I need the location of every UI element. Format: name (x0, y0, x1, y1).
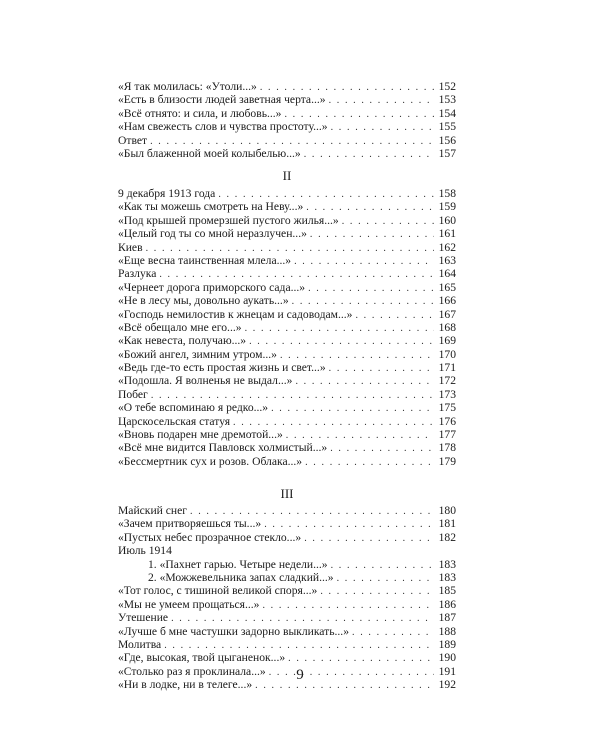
toc-entry-title: Царскосельская статуя (118, 414, 231, 428)
toc-entry-page: 185 (438, 584, 456, 598)
toc-entry (118, 281, 456, 294)
dot-leader (218, 188, 434, 201)
toc-entry (118, 401, 456, 414)
dot-leader (271, 402, 434, 415)
toc-entry-page: 160 (438, 213, 456, 227)
dot-leader (286, 429, 434, 442)
toc-entry-page: 187 (438, 611, 456, 625)
dot-leader (284, 108, 434, 121)
toc-entry-page: 177 (438, 428, 456, 442)
toc-entry (118, 455, 456, 468)
toc-entry-page: 190 (438, 651, 456, 665)
toc-entry (118, 294, 456, 307)
toc-entry-page: 192 (438, 678, 456, 692)
toc-entry-title: 2. «Можжевельника запах сладкий...» (148, 570, 334, 584)
dot-leader (331, 559, 434, 572)
toc-entry-page: 157 (438, 146, 456, 160)
dot-leader (245, 322, 434, 335)
toc-entry-title: Майский снег (118, 504, 187, 517)
toc-entry-title: «Мы не умеем прощаться...» (118, 597, 260, 611)
toc-entry-title: Киев (118, 240, 143, 254)
toc-entry-title: «Чернеет дорога приморского сада...» (118, 280, 306, 294)
dot-leader (310, 228, 434, 241)
toc-entry-page: 156 (438, 133, 456, 147)
toc-entry (118, 441, 456, 454)
toc-entry-page: 173 (438, 387, 456, 401)
dot-leader (164, 639, 434, 652)
toc-entry-page: 161 (438, 227, 456, 241)
toc-entry (118, 120, 456, 133)
dot-leader (264, 518, 434, 531)
dot-leader (304, 532, 434, 545)
toc-entry-title: «Я так молилась: «Утоли...» (118, 80, 257, 93)
toc-entry (118, 147, 456, 160)
dot-leader (308, 282, 434, 295)
dot-leader (249, 335, 434, 348)
dot-leader (295, 375, 434, 388)
toc-entry-page: 159 (438, 200, 456, 214)
toc-entry (118, 611, 456, 624)
toc-entry-title: «Тот голос, с тишиной великой споря...» (118, 584, 318, 598)
toc-entry-page: 183 (438, 557, 456, 571)
dot-leader (355, 309, 434, 322)
toc-entry-page: 175 (438, 401, 456, 415)
toc-entry-page: 179 (438, 454, 456, 468)
dot-leader (159, 268, 434, 281)
toc-entry-page: 171 (438, 361, 456, 375)
toc-entry-title: Молитва (118, 637, 162, 651)
toc-entry (118, 187, 456, 200)
toc-entry-title: «Был блаженной моей колыбелью...» (118, 146, 301, 160)
toc-entry-title: «Всё обещало мне его...» (118, 320, 242, 334)
toc-entry-page: 169 (438, 334, 456, 348)
toc-entry (118, 134, 456, 147)
toc-entry (118, 254, 456, 267)
toc-entry (118, 80, 456, 93)
toc-entry-title: «Бессмертник сух и розов. Облака...» (118, 454, 303, 468)
toc-entry-title: 9 декабря 1913 года (118, 187, 216, 200)
dot-leader (171, 612, 434, 625)
toc-entry-page: 168 (438, 320, 456, 334)
dot-leader (292, 295, 434, 308)
toc-entry-page: 181 (438, 517, 456, 531)
dot-leader (330, 442, 434, 455)
section-heading-3: III (280, 486, 294, 501)
toc-entry-title: Разлука (118, 267, 157, 281)
toc-entry-page: 178 (438, 441, 456, 455)
toc-entry (118, 334, 456, 347)
toc-section-1 (118, 80, 456, 160)
toc-entry-page: 166 (438, 294, 456, 308)
dot-leader (329, 94, 434, 107)
toc-entry-title: Июль 1914 (118, 544, 172, 558)
dot-leader (233, 416, 434, 429)
toc-entry (118, 544, 456, 557)
toc-entry-title: «Еще весна таинственная млела...» (118, 253, 292, 267)
toc-entry (118, 517, 456, 530)
toc-entry (118, 651, 456, 664)
toc-entry-title: «Не в лесу мы, довольно аукать...» (118, 294, 289, 308)
toc-entry-title: «Божий ангел, зимним утром...» (118, 347, 277, 361)
toc-entry-page: 158 (438, 187, 456, 200)
dot-leader (151, 389, 434, 402)
toc-entry (118, 348, 456, 361)
toc-entry-title: «Как невеста, получаю...» (118, 334, 247, 348)
toc-entry (118, 531, 456, 544)
toc-entry (118, 321, 456, 334)
toc-entry-title: «Лучше б мне частушки задорно выкликать...» (118, 624, 350, 638)
toc-entry (118, 504, 456, 517)
toc-entry-title: Ответ (118, 133, 148, 147)
toc-entry (118, 428, 456, 441)
dot-leader (331, 121, 434, 134)
toc-entry-page: 167 (438, 307, 456, 321)
toc-entry-page: 191 (438, 664, 456, 678)
dot-leader (288, 652, 434, 665)
toc-entry-page: 189 (438, 637, 456, 651)
toc-entry-page: 172 (438, 374, 456, 388)
toc-entry-title: «О тебе вспоминаю я редко...» (118, 401, 269, 415)
dot-leader (146, 242, 434, 255)
toc-entry (118, 214, 456, 227)
page-number: 9 (296, 667, 304, 683)
dot-leader (306, 201, 434, 214)
toc-entry-page: 188 (438, 624, 456, 638)
dot-leader (260, 81, 434, 94)
toc-entry-page: 176 (438, 414, 456, 428)
dot-leader (352, 626, 434, 639)
dot-leader (304, 148, 434, 161)
toc-entry-page: 155 (438, 120, 456, 134)
toc-entry (118, 625, 456, 638)
dot-leader (342, 215, 434, 228)
toc-entry (118, 107, 456, 120)
toc-entry-title: Утешение (118, 611, 169, 625)
toc-entry-page: 153 (438, 93, 456, 107)
toc-entry (118, 93, 456, 106)
toc-entry (118, 227, 456, 240)
toc-entry (118, 598, 456, 611)
toc-entry-page: 162 (438, 240, 456, 254)
toc-entry (118, 415, 456, 428)
toc-entry-page: 164 (438, 267, 456, 281)
toc-entry-title: «Пустых небес прозрачное стекло...» (118, 530, 302, 544)
toc-entry (118, 638, 456, 651)
toc-entry (118, 584, 456, 597)
toc-entry (118, 571, 456, 584)
dot-leader (305, 456, 434, 469)
toc-entry-title: «Вновь подарен мне дремотой...» (118, 428, 283, 442)
toc-entry-title: «Зачем притворяешься ты...» (118, 517, 262, 531)
dot-leader (294, 255, 434, 268)
toc-entry-title: «Нам свежесть слов и чувства простоту...» (118, 120, 328, 134)
toc-entry-page: 183 (438, 570, 456, 584)
toc-entry-title: «Подошла. Я волненья не выдал...» (118, 374, 293, 388)
toc-entry-page: 180 (438, 504, 456, 517)
toc-entry-title: «Господь немилостив к жнецам и садоводам...» (118, 307, 353, 321)
toc-entry (118, 558, 456, 571)
toc-entry-title: «Всё отнято: и сила, и любовь...» (118, 106, 282, 120)
toc-entry-page: 154 (438, 106, 456, 120)
toc-entry (118, 361, 456, 374)
toc-entry-page: 165 (438, 280, 456, 294)
dot-leader (337, 572, 434, 585)
toc-entry-title: «Где, высокая, твой цыганенок...» (118, 651, 286, 665)
dot-leader (262, 599, 434, 612)
toc-entry (118, 388, 456, 401)
toc-entry (118, 241, 456, 254)
dot-leader (150, 135, 434, 148)
toc-entry-title: «Всё мне видится Павловск холмистый...» (118, 441, 328, 455)
toc-entry-title: «Ни в лодке, ни в телеге...» (118, 678, 253, 692)
toc-entry-page: 182 (438, 530, 456, 544)
toc-entry-title: «Есть в близости людей заветная черта...» (118, 93, 326, 107)
dot-leader (190, 505, 434, 518)
dot-leader (329, 362, 434, 375)
toc-entry-page: 186 (438, 597, 456, 611)
toc-entry-title: Побег (118, 387, 148, 401)
toc-entry (118, 200, 456, 213)
toc-entry-title: «Целый год ты со мной неразлучен...» (118, 227, 307, 241)
toc-section-2 (118, 187, 456, 468)
dot-leader (280, 349, 434, 362)
toc-entry-page: 170 (438, 347, 456, 361)
toc-entry-title: 1. «Пахнет гарью. Четыре недели...» (148, 557, 328, 571)
toc-entry (118, 374, 456, 387)
dot-leader (320, 585, 434, 598)
toc-entry-page: 163 (438, 253, 456, 267)
toc-entry-title: «Столько раз я проклинала...» (118, 664, 266, 678)
toc-section-3 (118, 504, 456, 691)
toc-entry-title: «Под крышей промерзшей пустого жилья...» (118, 213, 339, 227)
toc-entry-title: «Как ты можешь смотреть на Неву...» (118, 200, 304, 214)
toc-entry (118, 267, 456, 280)
toc-entry-page: 152 (438, 80, 456, 93)
section-heading-2: II (282, 168, 292, 183)
toc-entry (118, 308, 456, 321)
toc-entry-title: «Ведь где-то есть простая жизнь и свет...» (118, 361, 326, 375)
